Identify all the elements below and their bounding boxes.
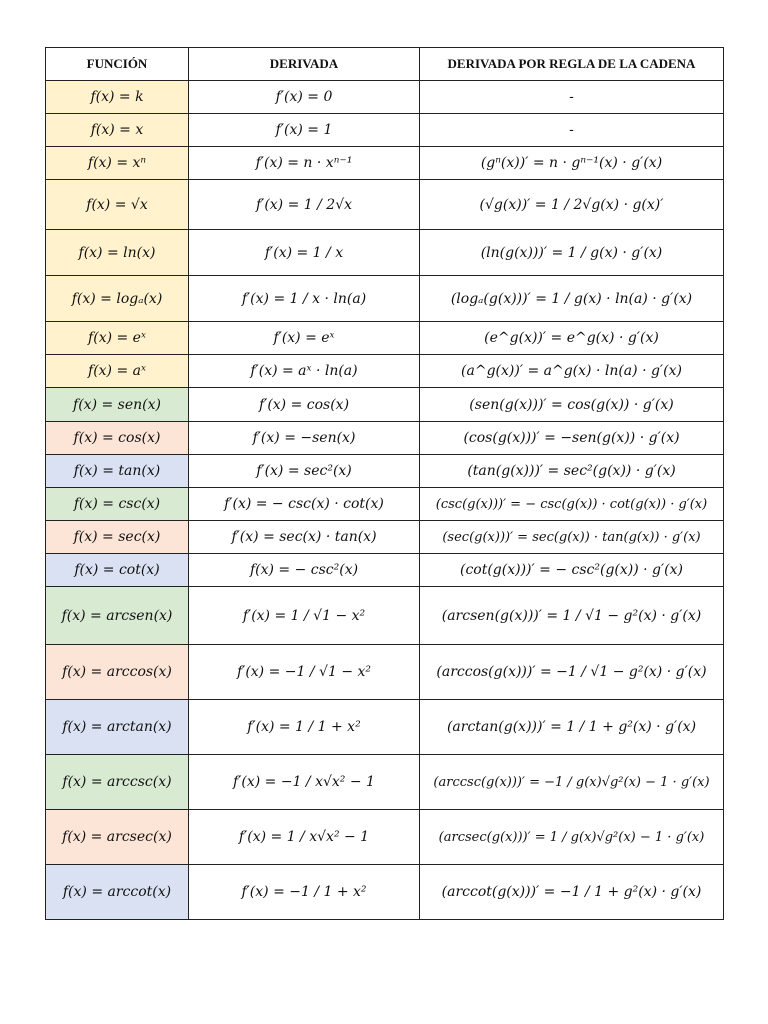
table-row (46, 700, 724, 755)
table-row (46, 645, 724, 700)
derivative-cell: f′(x) = 1 (189, 114, 420, 147)
function-cell: f(x) = tan(x) (46, 455, 189, 488)
chain-rule-cell: (arccsc(g(x)))′ = −1 / g(x)√g²(x) − 1 · g′(x) (420, 755, 724, 810)
derivative-cell: f(x) = − csc²(x) (189, 554, 420, 587)
table-row (46, 322, 724, 355)
chain-rule-cell: (arccos(g(x)))′ = −1 / √1 − g²(x) · g′(x) (420, 645, 724, 700)
chain-rule-cell: (cos(g(x)))′ = −sen(g(x)) · g′(x) (420, 422, 724, 455)
table-row (46, 554, 724, 587)
header-row (46, 48, 724, 81)
function-cell: f(x) = arccos(x) (46, 645, 189, 700)
table-row (46, 810, 724, 865)
function-cell: f(x) = k (46, 81, 189, 114)
derivatives-table (45, 47, 724, 920)
table-row (46, 147, 724, 180)
table-row (46, 180, 724, 230)
derivative-cell: f′(x) = eˣ (189, 322, 420, 355)
function-cell: f(x) = aˣ (46, 355, 189, 388)
derivative-cell: f′(x) = −1 / √1 − x² (189, 645, 420, 700)
function-cell: f(x) = ln(x) (46, 230, 189, 276)
table-row (46, 865, 724, 920)
chain-rule-cell: (sen(g(x)))′ = cos(g(x)) · g′(x) (420, 388, 724, 422)
derivative-cell: f′(x) = 1 / x · ln(a) (189, 276, 420, 322)
chain-rule-cell: (arccot(g(x)))′ = −1 / 1 + g²(x) · g′(x) (420, 865, 724, 920)
header-cadena: DERIVADA POR REGLA DE LA CADENA (420, 48, 724, 81)
derivative-cell: f′(x) = sec²(x) (189, 455, 420, 488)
table-row (46, 755, 724, 810)
derivative-cell: f′(x) = sec(x) · tan(x) (189, 521, 420, 554)
function-cell: f(x) = √x (46, 180, 189, 230)
derivative-cell: f′(x) = 1 / x (189, 230, 420, 276)
function-cell: f(x) = arcsen(x) (46, 587, 189, 645)
table-row (46, 81, 724, 114)
table-row (46, 455, 724, 488)
chain-rule-cell: (e^g(x))′ = e^g(x) · g′(x) (420, 322, 724, 355)
derivative-cell: f′(x) = 1 / √1 − x² (189, 587, 420, 645)
table-row (46, 521, 724, 554)
function-cell: f(x) = arccot(x) (46, 865, 189, 920)
derivative-cell: f′(x) = −sen(x) (189, 422, 420, 455)
derivative-cell: f′(x) = −1 / 1 + x² (189, 865, 420, 920)
derivative-cell: f′(x) = aˣ · ln(a) (189, 355, 420, 388)
table-row (46, 422, 724, 455)
chain-rule-cell: (sec(g(x)))′ = sec(g(x)) · tan(g(x)) · g′(x) (420, 521, 724, 554)
chain-rule-cell: (arcsen(g(x)))′ = 1 / √1 − g²(x) · g′(x) (420, 587, 724, 645)
header-funcion: FUNCIÓN (46, 48, 189, 81)
chain-rule-cell: (√g(x))′ = 1 / 2√g(x) · g(x)′ (420, 180, 724, 230)
chain-rule-cell: (gⁿ(x))′ = n · gⁿ⁻¹(x) · g′(x) (420, 147, 724, 180)
table-row (46, 488, 724, 521)
derivative-cell: f′(x) = 1 / x√x² − 1 (189, 810, 420, 865)
table-row (46, 388, 724, 422)
chain-rule-cell: (csc(g(x)))′ = − csc(g(x)) · cot(g(x)) · g′(x) (420, 488, 724, 521)
function-cell: f(x) = arctan(x) (46, 700, 189, 755)
table-row (46, 587, 724, 645)
function-cell: f(x) = csc(x) (46, 488, 189, 521)
derivative-cell: f′(x) = 1 / 2√x (189, 180, 420, 230)
function-cell: f(x) = cot(x) (46, 554, 189, 587)
chain-rule-cell: (cot(g(x)))′ = − csc²(g(x)) · g′(x) (420, 554, 724, 587)
chain-rule-cell: (arcsec(g(x)))′ = 1 / g(x)√g²(x) − 1 · g′(x) (420, 810, 724, 865)
chain-rule-cell: - (420, 114, 724, 147)
chain-rule-cell: (arctan(g(x)))′ = 1 / 1 + g²(x) · g′(x) (420, 700, 724, 755)
derivative-cell: f′(x) = − csc(x) · cot(x) (189, 488, 420, 521)
derivative-cell: f′(x) = −1 / x√x² − 1 (189, 755, 420, 810)
function-cell: f(x) = logₐ(x) (46, 276, 189, 322)
function-cell: f(x) = cos(x) (46, 422, 189, 455)
chain-rule-cell: (ln(g(x)))′ = 1 / g(x) · g′(x) (420, 230, 724, 276)
table-row (46, 114, 724, 147)
function-cell: f(x) = arccsc(x) (46, 755, 189, 810)
function-cell: f(x) = x (46, 114, 189, 147)
chain-rule-cell: (logₐ(g(x)))′ = 1 / g(x) · ln(a) · g′(x) (420, 276, 724, 322)
derivative-cell: f′(x) = n · xⁿ⁻¹ (189, 147, 420, 180)
derivative-cell: f′(x) = cos(x) (189, 388, 420, 422)
table-row (46, 355, 724, 388)
function-cell: f(x) = sec(x) (46, 521, 189, 554)
chain-rule-cell: (a^g(x))′ = a^g(x) · ln(a) · g′(x) (420, 355, 724, 388)
derivative-cell: f′(x) = 0 (189, 81, 420, 114)
chain-rule-cell: - (420, 81, 724, 114)
function-cell: f(x) = sen(x) (46, 388, 189, 422)
function-cell: f(x) = eˣ (46, 322, 189, 355)
table-row (46, 276, 724, 322)
function-cell: f(x) = xⁿ (46, 147, 189, 180)
header-derivada: DERIVADA (189, 48, 420, 81)
function-cell: f(x) = arcsec(x) (46, 810, 189, 865)
chain-rule-cell: (tan(g(x)))′ = sec²(g(x)) · g′(x) (420, 455, 724, 488)
table-row (46, 230, 724, 276)
derivative-cell: f′(x) = 1 / 1 + x² (189, 700, 420, 755)
